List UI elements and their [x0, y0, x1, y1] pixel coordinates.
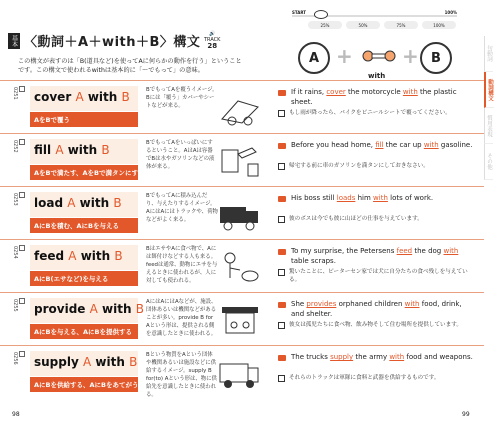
phrase-with: with	[79, 196, 110, 210]
phrase-with: with	[67, 143, 98, 157]
en-verb: feed	[396, 247, 413, 255]
structure-diagram	[296, 38, 456, 86]
en-with: with	[389, 353, 405, 361]
en-pre: His boss still	[291, 194, 337, 202]
checkbox-icon[interactable]	[19, 139, 25, 145]
entry-number: 0252	[12, 140, 18, 153]
translation-icon	[278, 269, 285, 276]
en-mid: the motorcycle	[345, 88, 403, 96]
phrase-verb: cover	[34, 90, 72, 104]
runner-icon	[314, 10, 328, 19]
track-label: TRACK	[204, 37, 221, 43]
en-pre: The trucks	[291, 353, 331, 361]
meaning: AをBで覆う	[34, 116, 70, 124]
en-verb: fill	[375, 141, 384, 149]
explanation: AにはAにはAなどが、施設、団体あるいは機関などがあることが多い。provide B for Aという形は、提供される側を意識したときに使われる。	[146, 299, 217, 337]
phrase-verb: provide	[34, 302, 86, 316]
page-number-left: 98	[12, 411, 20, 418]
en-with: with	[373, 194, 388, 202]
illustration	[218, 195, 262, 233]
phrase	[34, 90, 130, 104]
example-sentence	[291, 87, 473, 107]
example-sentence-icon	[278, 143, 286, 149]
phrase	[34, 143, 110, 157]
progress-bar	[292, 10, 457, 34]
meaning: AにBを積む、AにBを与える	[34, 222, 119, 230]
en-pre: To my surprise, the Petersens	[291, 247, 397, 255]
checkbox-icon[interactable]	[19, 351, 25, 357]
explanation: BでもってAに積み込んだり、与えたりするイメージ。AにはAにはトラックや、荷物などがよく来る。	[146, 193, 218, 223]
phrase-b: B	[135, 302, 144, 316]
translation-icon	[278, 322, 285, 329]
side-tab[interactable]: 慣用表現	[484, 108, 493, 144]
diagram-with: with	[368, 72, 386, 80]
phrase	[34, 355, 137, 369]
entry-number: 0253	[12, 193, 18, 206]
example-sentence	[291, 193, 473, 203]
page-number-right: 99	[462, 411, 470, 418]
checkbox-icon[interactable]	[19, 298, 25, 304]
illustration	[218, 354, 262, 392]
en-pre: Before you head home,	[291, 141, 376, 149]
translation: 彼女は孤児たちに食べ物、飲み物そして住む場所を提供しています。	[289, 322, 462, 328]
phrase-b: B	[113, 196, 122, 210]
translation: もし雨が降ったら、バイクをビニールシートで覆ってください。	[289, 110, 451, 116]
entry-number: 0251	[12, 87, 18, 100]
illustration	[218, 301, 262, 339]
phrase-a: A	[75, 90, 84, 104]
list-item	[0, 239, 484, 291]
track-indicator[interactable]	[204, 31, 220, 49]
translation: それらのトラックは軍隊に食料と武器を供給するものです。	[289, 375, 440, 381]
phrase-a: A	[68, 249, 77, 263]
entry-number: 0255	[12, 299, 18, 312]
en-with: with	[423, 141, 439, 149]
en-mid: the car up	[383, 141, 424, 149]
side-tabs	[484, 36, 500, 180]
track-number: 28	[207, 42, 218, 50]
explanation: Bという物質をAという団体や機関あるいは施設などに供給するイメージ。supply B for(to) Aという形は、物に供給先を意識したときに使われる。	[146, 352, 217, 398]
phrase-b: B	[129, 355, 138, 369]
phrase-b: B	[101, 143, 110, 157]
translation: 帰宅する前に車のガソリンを満タンにしておきなさい。	[289, 163, 429, 169]
illustration	[218, 142, 262, 180]
phrase-with: with	[102, 302, 132, 316]
progress-start: START	[292, 10, 307, 15]
side-tab[interactable]: 句動詞	[484, 36, 493, 72]
explanation: BでもってAを覆うイメージ。Bには「覆う」カバーやシートなどが来る。	[146, 87, 218, 109]
list-item	[0, 186, 484, 238]
plus-icon: +	[402, 44, 419, 68]
en-post: gasoline.	[438, 141, 473, 149]
example-sentence-icon	[278, 355, 286, 361]
en-mid: him	[355, 194, 374, 202]
en-verb: cover	[326, 88, 346, 96]
progress-marker: 75%	[384, 21, 418, 29]
translation: 彼のボスは今でも彼に山ほどの仕事を与えています。	[289, 216, 423, 222]
illustration	[218, 248, 262, 286]
en-verb: supply	[330, 353, 354, 361]
speaker-icon: 🔊	[209, 31, 216, 37]
entry-number: 0254	[12, 246, 18, 259]
phrase-a: A	[67, 196, 76, 210]
phrase-with: with	[87, 90, 118, 104]
phrase-with: with	[80, 249, 111, 263]
phrase-a: A	[55, 143, 64, 157]
phrase-b: B	[121, 90, 130, 104]
example-sentence	[291, 246, 473, 266]
phrase	[34, 196, 122, 210]
example-sentence	[291, 140, 473, 150]
checkbox-icon[interactable]	[19, 86, 25, 92]
en-mid: orphaned children	[336, 300, 405, 308]
translation-icon	[278, 375, 285, 382]
phrase-a: A	[83, 355, 92, 369]
example-sentence-icon	[278, 249, 286, 255]
diagram-a: A	[298, 42, 330, 74]
progress-marker: 50%	[346, 21, 380, 29]
meaning: AにBを供給する、AにBをあてがう	[34, 381, 139, 389]
list-item	[0, 292, 484, 344]
phrase-b: B	[114, 249, 123, 263]
translation-icon	[278, 110, 285, 117]
phrase-a: A	[89, 302, 98, 316]
en-post: food, drink, and shelter.	[291, 300, 462, 318]
checkbox-icon[interactable]	[19, 192, 25, 198]
translation-icon	[278, 216, 285, 223]
chapter-tag: 基本	[8, 33, 20, 49]
diagram-b: B	[420, 42, 452, 74]
en-with: with	[404, 300, 420, 308]
progress-marker: 100%	[422, 21, 456, 29]
meaning: AにB(エサなど)を与える	[34, 275, 109, 283]
dumbbell-icon	[362, 50, 396, 62]
plus-icon: +	[336, 44, 353, 68]
en-post: food and weapons.	[404, 353, 473, 361]
en-mid: the dog	[412, 247, 444, 255]
en-mid: the army	[353, 353, 390, 361]
list-item	[0, 80, 484, 132]
en-verb: provides	[306, 300, 337, 308]
translation-icon	[278, 163, 285, 170]
en-post: the plastic sheet.	[291, 88, 457, 106]
en-pre: If it rains,	[291, 88, 327, 96]
translation: 驚いたことに、ピーターセン家では犬に自分たちの食べ残しを与えている。	[289, 269, 468, 283]
phrase-verb: fill	[34, 143, 52, 157]
en-post: lots of work.	[387, 194, 434, 202]
en-with: with	[402, 88, 418, 96]
example-sentence-icon	[278, 302, 286, 308]
progress-marker: 25%	[308, 21, 342, 29]
explanation: BでもってAをいっぱいにするということ。AはAは容器でBは水やガソリンなどの液体が来る。	[146, 140, 215, 170]
side-tab[interactable]: 動詞構文	[484, 72, 494, 108]
example-sentence-icon	[278, 196, 286, 202]
example-sentence	[291, 299, 473, 319]
phrase-verb: supply	[34, 355, 79, 369]
en-pre: She	[291, 300, 307, 308]
page-title: 〈動詞＋A＋with＋B〉構文	[24, 35, 201, 50]
list-item	[0, 345, 484, 397]
intro-text: この構文が表すのは「B(道具など)を使ってAに何らかの動作を行う」ということです。この構文で使われるwithは基本的に「〜でもって」の意味。	[18, 58, 242, 74]
checkbox-icon[interactable]	[19, 245, 25, 251]
title-bar	[8, 31, 200, 50]
side-tab[interactable]: その他	[484, 144, 493, 180]
meaning: AをBで満たす、AをBで満タンにする	[34, 169, 145, 177]
en-verb: loads	[336, 194, 356, 202]
progress-end: 100%	[444, 10, 457, 15]
meaning: AにBを与える、AにBを提供する	[34, 328, 132, 336]
example-sentence-icon	[278, 90, 286, 96]
en-with: with	[443, 247, 459, 255]
explanation: BはエサやAに食べ物で、Aには餌付けなどする人も来る。feedは通常、動物にエサを与えるときに使われるが、人に対しても使われる。	[146, 246, 218, 284]
phrase	[34, 302, 144, 316]
en-post: table scraps.	[291, 257, 336, 265]
example-sentence	[291, 352, 473, 362]
phrase	[34, 249, 123, 263]
illustration	[218, 89, 262, 127]
entry-number: 0256	[12, 352, 18, 365]
phrase-verb: load	[34, 196, 64, 210]
list-item	[0, 133, 484, 185]
phrase-verb: feed	[34, 249, 65, 263]
phrase-with: with	[95, 355, 125, 369]
